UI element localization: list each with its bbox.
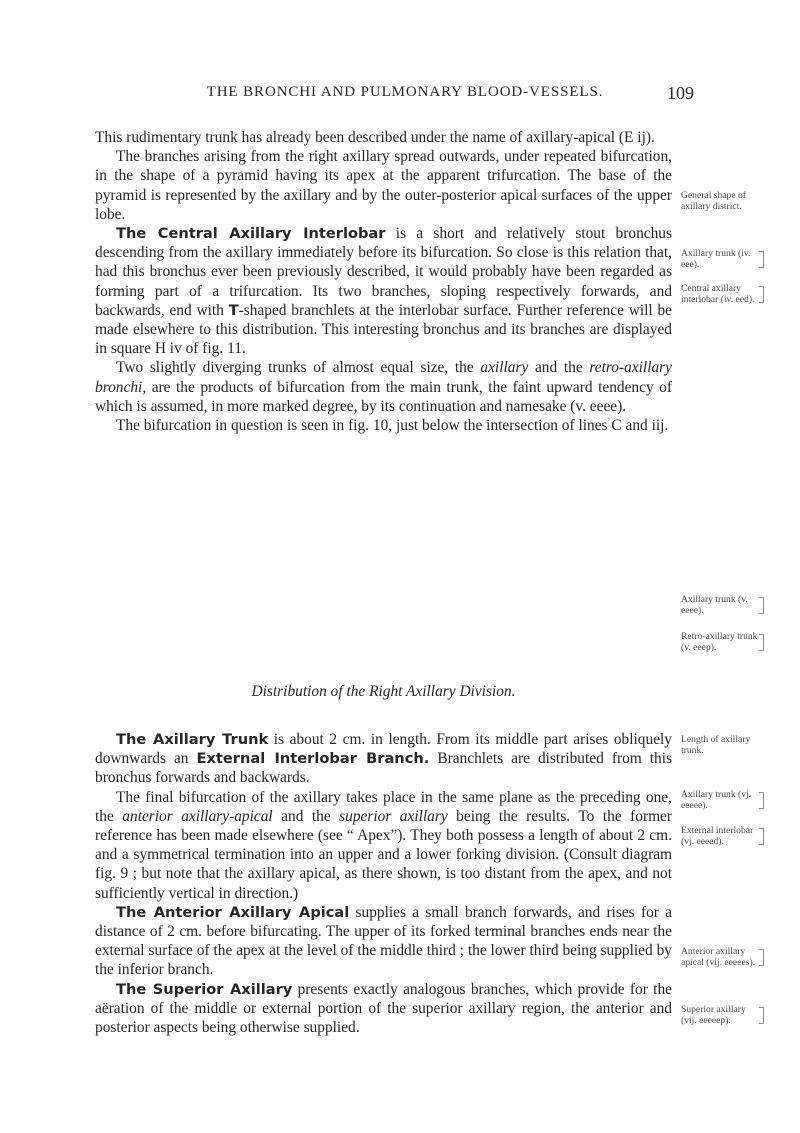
margin-note-external-interlobar: External interlobar (vj. eeeed). <box>681 826 761 847</box>
running-head <box>116 84 694 108</box>
term-retro-axillary-bronchi: retro-axillary bronchi <box>95 359 672 396</box>
margin-note-superior-axillary: Superior axillary (vij. eeeeep). <box>681 1005 761 1026</box>
t-glyph: T <box>228 301 239 319</box>
paragraph-5: The bifurcation in question is seen in fig. 10, just below the intersection of lines C and iij. <box>116 417 669 435</box>
paragraph-6 <box>95 730 672 788</box>
section-two <box>95 730 672 1037</box>
section-heading: Distribution of the Right Axillary Division. <box>251 683 516 700</box>
term-axillary: axillary <box>480 359 529 377</box>
paragraph-4 <box>95 358 672 416</box>
paragraph-7-text-a: The final bifurcation of the axillary takes place in the same plane as the preceding one, the <box>95 788 672 825</box>
paragraph-8 <box>95 903 672 980</box>
term-axillary-trunk: The Axillary Trunk <box>116 731 269 748</box>
paragraph-7 <box>95 788 672 903</box>
paragraph-4-text-c: , are the products of bifurcation from the main trunk, the faint upward tendency of which is assumed, in more marked degree, by its continuation and namesake (v. eeee). <box>95 378 672 415</box>
margin-note-anterior-axillary-apical: Anterior axillary apical (vij. eeeees). <box>681 947 761 968</box>
paragraph-1: This rudimentary trunk has already been described under the name of axillary-apical (E ij). <box>95 129 655 146</box>
paragraph-6-text-a: is about 2 cm. in length. From its middle part arises obliquely downwards an <box>95 731 672 768</box>
paragraph-9-text: presents exactly analogous branches, which provide for the aëration of the middle or external portion of the superior axillary region, the anterior and posterior aspects being otherwise supplied. <box>95 980 672 1037</box>
paragraph-3-text-a: is a short and relatively stout bronchus descending from the axillary immediately before its bifurcation. So close is this relation that, had this bronchus ever been previously described, it would probably have been regarded as forming part of a trifurcation. Its two branches, sloping respectively forwards, and backwards, end with <box>95 225 672 319</box>
term-superior-axillary-heading: The Superior Axillary <box>116 980 293 998</box>
term-central-axillary-interlobar: The Central Axillary Interlobar <box>116 225 386 243</box>
margin-note-retro-axillary-trunk: Retro-axillary trunk (v. eeep). <box>681 632 761 653</box>
page-number: 109 <box>667 83 694 103</box>
margin-note-length-axillary-trunk: Length of axillary trunk. <box>681 734 751 756</box>
paragraph-4-text-b: and the <box>528 359 590 377</box>
paragraph-3 <box>95 224 672 358</box>
running-title: THE BRONCHI AND PULMONARY BLOOD-VESSELS. <box>206 84 604 100</box>
term-external-interlobar-branch: External Interlobar Branch. <box>196 750 430 768</box>
paragraph-2: The branches arising from the right axillary spread outwards, under repeated bifurcation, in the shape of a pyramid having its apex at the apparent trifurcation. The base of the pyramid is represented by the axillary and by the outer-posterior apical surfaces of the upper lobe. <box>95 148 672 223</box>
term-anterior-axillary-apical-heading: The Anterior Axillary Apical <box>116 903 350 921</box>
margin-note-axillary-trunk-v: Axillary trunk (v. eeee). <box>681 595 761 616</box>
paragraph-6-text-b: Branchlets are distributed from this bronchus forwards and backwards. <box>95 750 672 787</box>
paragraph-4-text-a: Two slightly diverging trunks of almost equal size, the <box>116 359 481 377</box>
paragraph-7-text-b: and the <box>272 807 340 825</box>
paragraph-7-text-c: being the results. To the former reference has been made elsewhere (see “ Apex”). They both possess a length of about 2 cm. and a symmetrical termination into an upper and a lower forking division. (Consult diagram fig. 9 ; but note that the axillary apical, as there shown, is too distant from the apex, and not sufficiently vertical in direction.) <box>95 807 673 902</box>
term-superior-axillary: superior axillary <box>339 807 448 825</box>
term-anterior-axillary-apical: anterior axillary-apical <box>122 807 273 825</box>
paragraph-9 <box>95 980 672 1038</box>
margin-note-general-shape: General shape of axillary district. <box>681 190 746 212</box>
section-one <box>95 128 672 435</box>
margin-note-central-axillary-interlobar: Central axillary interlobar (iv. eed). <box>681 284 761 305</box>
paragraph-8-text: supplies a small branch forwards, and rises for a distance of 2 cm. before bifurcating. The upper of its forked terminal branches ends near the external surface of the apex at the level of the middle third ; the lower third being supplied by the inferior branch. <box>95 903 672 979</box>
margin-note-axillary-trunk-vj: Axillary trunk (vj. eeeee). <box>681 790 761 811</box>
paragraph-3-text-b: -shaped branchlets at the interlobar surface. Further reference will be made elsewhere to this distribution. This interesting bronchus and its branches are displayed in square H iv of fig. 11. <box>95 301 672 358</box>
margin-note-axillary-trunk-iv: Axillary trunk (iv. eee). <box>681 249 761 270</box>
